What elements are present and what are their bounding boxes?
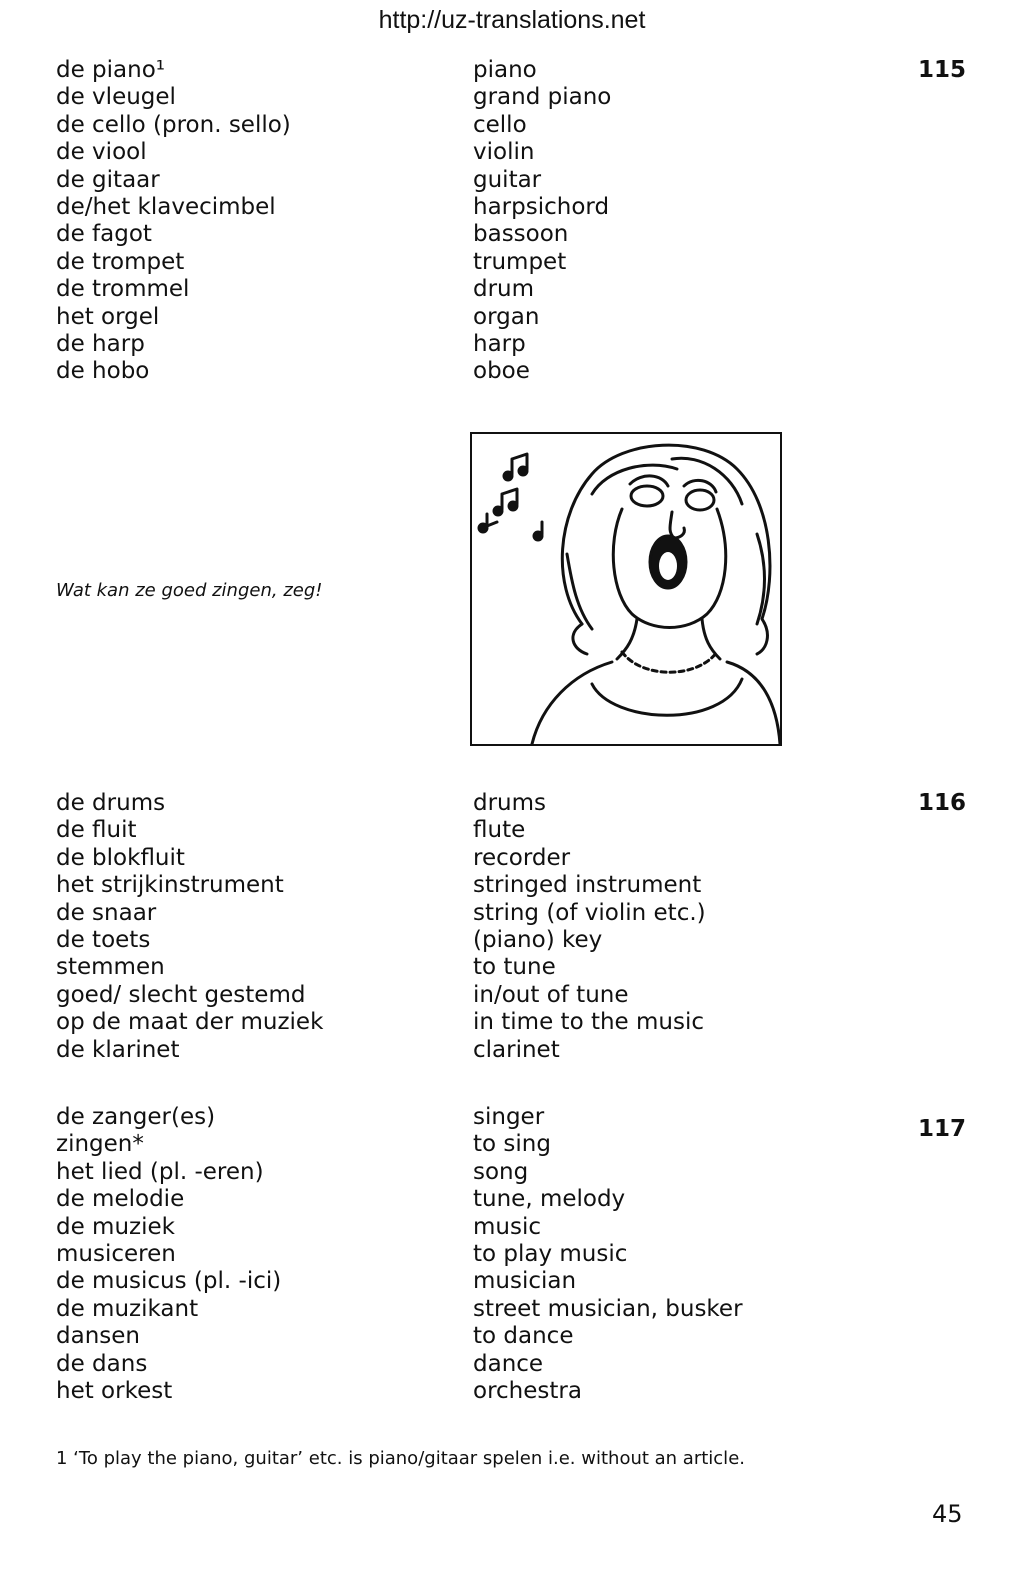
dutch-term: de zanger(es) bbox=[56, 1104, 216, 1130]
vocab-row bbox=[0, 84, 1024, 111]
english-translation: oboe bbox=[473, 358, 530, 385]
english-translation: tune, melody bbox=[473, 1186, 626, 1213]
english-translation: stringed instrument bbox=[473, 872, 702, 899]
dutch-term: de harp bbox=[56, 330, 145, 357]
english-translation: bassoon bbox=[473, 221, 569, 248]
dutch-term: de fluit bbox=[56, 817, 137, 844]
vocab-list bbox=[0, 790, 1024, 1064]
vocab-row bbox=[0, 1351, 1024, 1378]
english-translation: grand piano bbox=[473, 84, 612, 111]
dutch-term: de viool bbox=[56, 139, 147, 166]
section-116 bbox=[0, 790, 1024, 1064]
english-translation: piano bbox=[473, 57, 537, 83]
vocab-row bbox=[0, 845, 1024, 872]
english-translation: harp bbox=[473, 330, 526, 357]
dutch-term: de/het klavecimbel bbox=[56, 193, 276, 220]
english-translation: to sing bbox=[473, 1131, 551, 1158]
dutch-term: het lied (pl. -eren) bbox=[56, 1158, 264, 1185]
dutch-term: goed/ slecht gestemd bbox=[56, 981, 306, 1008]
vocab-row bbox=[0, 1186, 1024, 1213]
english-translation: cello bbox=[473, 111, 527, 138]
vocab-row bbox=[0, 900, 1024, 927]
dutch-term: de toets bbox=[56, 926, 151, 953]
english-translation: (piano) key bbox=[473, 926, 603, 953]
vocab-row bbox=[0, 221, 1024, 248]
english-translation: to play music bbox=[473, 1240, 628, 1267]
vocab-row bbox=[0, 194, 1024, 221]
english-translation: guitar bbox=[473, 166, 542, 193]
page-number: 45 bbox=[932, 1500, 963, 1528]
vocab-row bbox=[0, 249, 1024, 276]
english-translation: drum bbox=[473, 276, 535, 303]
vocab-row bbox=[0, 112, 1024, 139]
vocab-row bbox=[0, 304, 1024, 331]
singing-woman-illustration bbox=[470, 432, 782, 746]
dutch-term: de gitaar bbox=[56, 166, 160, 193]
vocab-row bbox=[0, 817, 1024, 844]
section-number: 116 bbox=[918, 790, 967, 816]
dutch-term: de melodie bbox=[56, 1186, 185, 1213]
english-translation: orchestra bbox=[473, 1377, 582, 1404]
english-translation: harpsichord bbox=[473, 193, 610, 220]
vocab-row bbox=[0, 139, 1024, 166]
dutch-term: de fagot bbox=[56, 221, 152, 248]
english-translation: dance bbox=[473, 1350, 544, 1377]
english-translation: drums bbox=[473, 790, 547, 816]
dutch-term: de snaar bbox=[56, 899, 157, 926]
english-translation: musician bbox=[473, 1268, 577, 1295]
dutch-term: de klarinet bbox=[56, 1036, 180, 1063]
english-translation: singer bbox=[473, 1104, 545, 1130]
dutch-term: musiceren bbox=[56, 1240, 176, 1267]
english-translation: flute bbox=[473, 817, 526, 844]
vocab-row bbox=[0, 57, 1024, 84]
vocab-list bbox=[0, 1104, 1024, 1405]
vocab-row bbox=[0, 954, 1024, 981]
source-url[interactable]: http://uz-translations.net bbox=[378, 6, 646, 34]
vocab-row bbox=[0, 1296, 1024, 1323]
dutch-term: het strijkinstrument bbox=[56, 872, 284, 899]
english-translation: trumpet bbox=[473, 248, 567, 275]
dutch-term: de blokfluit bbox=[56, 844, 185, 871]
english-translation: in/out of tune bbox=[473, 981, 629, 1008]
english-translation: song bbox=[473, 1158, 529, 1185]
vocab-row bbox=[0, 331, 1024, 358]
vocab-list bbox=[0, 57, 1024, 386]
vocab-row bbox=[0, 167, 1024, 194]
dutch-term: de muzikant bbox=[56, 1295, 199, 1322]
vocab-row bbox=[0, 1323, 1024, 1350]
dutch-term: stemmen bbox=[56, 954, 165, 981]
section-117 bbox=[0, 1104, 1024, 1405]
vocab-row bbox=[0, 790, 1024, 817]
dutch-term: de drums bbox=[56, 790, 166, 816]
dutch-term: het orkest bbox=[56, 1377, 173, 1404]
dutch-term: de musicus (pl. -ici) bbox=[56, 1268, 282, 1295]
vocab-row bbox=[0, 1009, 1024, 1036]
vocab-row bbox=[0, 1268, 1024, 1295]
english-translation: recorder bbox=[473, 844, 571, 871]
english-translation: violin bbox=[473, 139, 535, 166]
english-translation: to tune bbox=[473, 954, 556, 981]
vocab-row bbox=[0, 1037, 1024, 1064]
dutch-term: de vleugel bbox=[56, 84, 176, 111]
dutch-term: de cello (pron. sello) bbox=[56, 111, 291, 138]
vocab-row bbox=[0, 1378, 1024, 1405]
vocab-row bbox=[0, 1241, 1024, 1268]
vocab-row bbox=[0, 872, 1024, 899]
dutch-term: de trommel bbox=[56, 276, 190, 303]
dutch-term: de muziek bbox=[56, 1213, 175, 1240]
footnote: 1 ‘To play the piano, guitar’ etc. is piano/gitaar spelen i.e. without an article. bbox=[56, 1448, 745, 1469]
vocab-row bbox=[0, 982, 1024, 1009]
english-translation: clarinet bbox=[473, 1036, 560, 1063]
english-translation: to dance bbox=[473, 1323, 574, 1350]
dutch-term: dansen bbox=[56, 1323, 140, 1350]
english-translation: string (of violin etc.) bbox=[473, 899, 706, 926]
section-115 bbox=[0, 57, 1024, 386]
vocab-row bbox=[0, 1104, 1024, 1131]
vocab-row bbox=[0, 1159, 1024, 1186]
dutch-term: de dans bbox=[56, 1350, 148, 1377]
dutch-term: op de maat der muziek bbox=[56, 1009, 324, 1036]
vocab-row bbox=[0, 927, 1024, 954]
vocab-row bbox=[0, 358, 1024, 385]
vocab-row bbox=[0, 276, 1024, 303]
dutch-term: de piano¹ bbox=[56, 57, 166, 83]
dutch-term: de hobo bbox=[56, 358, 150, 385]
english-translation: organ bbox=[473, 303, 540, 330]
illustration-caption: Wat kan ze goed zingen, zeg! bbox=[56, 580, 323, 601]
vocab-row bbox=[0, 1214, 1024, 1241]
dutch-term: het orgel bbox=[56, 303, 160, 330]
section-number: 117 bbox=[918, 1116, 967, 1142]
dutch-term: zingen* bbox=[56, 1131, 144, 1158]
vocab-row bbox=[0, 1131, 1024, 1158]
english-translation: music bbox=[473, 1213, 542, 1240]
english-translation: in time to the music bbox=[473, 1009, 705, 1036]
english-translation: street musician, busker bbox=[473, 1295, 743, 1322]
dutch-term: de trompet bbox=[56, 248, 185, 275]
section-number: 115 bbox=[918, 57, 967, 83]
